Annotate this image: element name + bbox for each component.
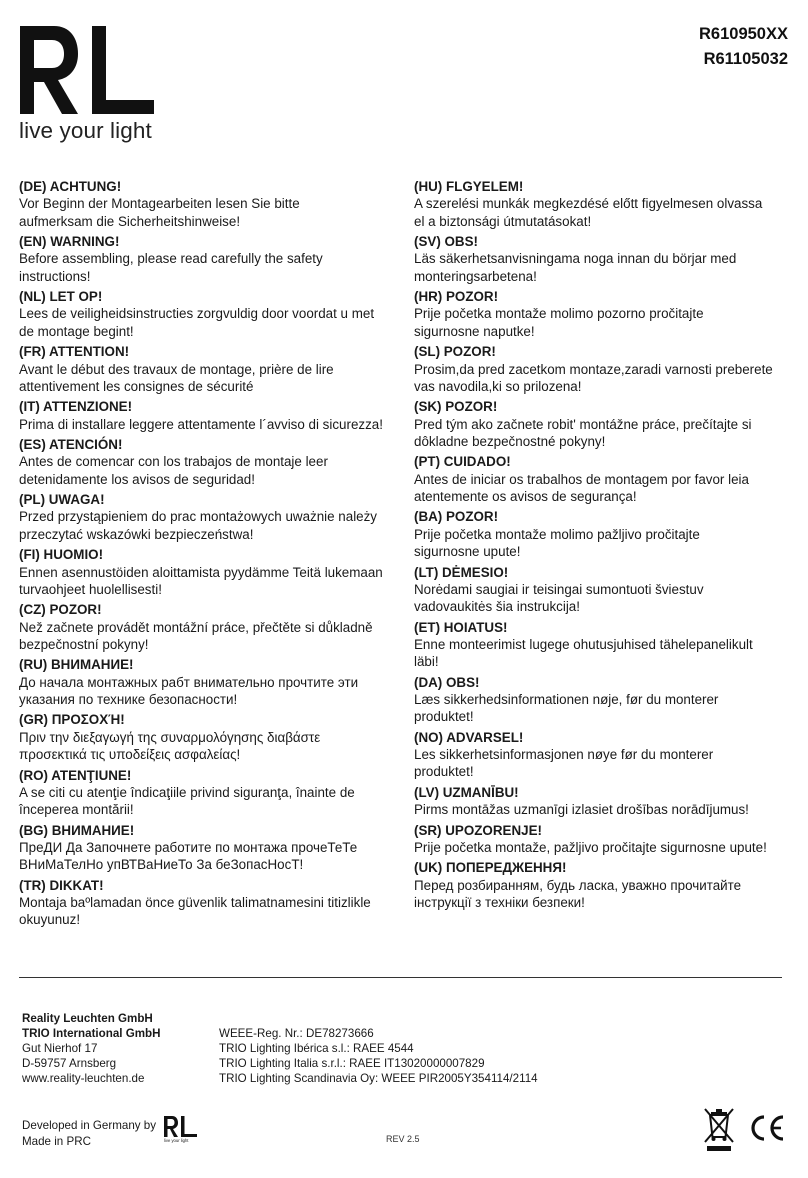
warning-text: Pred tým ako začnete robit' montážne práce, prečítajte si (414, 416, 752, 432)
warning-heading: (IT) ATTENZIONE! (19, 399, 133, 415)
warning-en (19, 233, 397, 285)
warnings-right-column (414, 178, 792, 915)
warning-pl (19, 491, 397, 543)
warning-text: dôkladne bezpečnostné pokyny! (414, 433, 606, 449)
warning-heading: (DE) ACHTUNG! (19, 179, 122, 194)
warning-cz (19, 601, 397, 653)
warning-heading: (HU) FLGYELEM! (414, 179, 524, 194)
warning-no (414, 729, 792, 781)
warning-text: începerea montării! (19, 802, 134, 818)
warning-text: Перед розбиранням, будь ласка, уважно прочитайте (414, 877, 742, 893)
warning-text: detenidamente los avisos de seguridad! (19, 471, 255, 487)
warning-lv (414, 784, 792, 819)
warning-text: Montaja baºlamadan önce güvenlik talimatnamesini titizlikle (19, 895, 371, 911)
warning-text: Prije početka montaže molimo pozorno pročitajte (414, 306, 704, 322)
warning-text: attentivement les consignes de sécurité (19, 378, 254, 394)
warning-text: vas navodila,ki so prilozena! (414, 378, 582, 394)
warning-text: sigurnosne upute! (414, 544, 521, 560)
warning-text: el a biztonsági útmutatásokat! (414, 213, 592, 229)
warning-heading: (FI) HUOMIO! (19, 547, 104, 563)
warning-sv (414, 233, 792, 285)
warning-text: produktet! (414, 709, 474, 725)
warning-sr (414, 822, 792, 857)
warning-text: Antes de comencar con los trabajos de montaje leer (19, 454, 328, 470)
developed-in: Developed in Germany by (22, 1119, 157, 1132)
warning-text: okuyunuz! (19, 912, 81, 928)
warning-text: produktet! (414, 764, 474, 780)
warning-pt (414, 453, 792, 505)
warning-heading: (BA) POZOR! (414, 509, 499, 525)
warning-text: sigurnosne naputke! (414, 323, 535, 339)
warning-heading: (HR) POZOR! (414, 289, 499, 305)
footer-divider (19, 977, 782, 978)
warning-tr (19, 877, 397, 929)
warning-text: Pirms montāžas uzmanīgi izlasiet drošības norādījumus! (414, 802, 749, 818)
warning-text: atentemente os avisos de segurança! (414, 488, 637, 504)
warning-heading: (ET) HOIATUS! (414, 619, 508, 635)
warning-text: A se citi cu atenţie îndicaţiile privind siguranţa, înainte de (19, 784, 355, 800)
warning-text: turvaohjeet huolellisesti! (19, 581, 162, 597)
warning-text: Läs säkerhetsanvisningama noga innan du börjar med (414, 251, 737, 267)
warning-heading: (LV) UZMANĪBU! (414, 784, 519, 800)
svg-text:live your light: live your light (164, 1138, 189, 1143)
warning-text: przeczytać wskazówki bezpieczeństwa! (19, 526, 254, 542)
warning-text: Norėdami saugiai ir teisingai sumontuoti šviestuv (414, 581, 704, 597)
origin-statement (22, 1118, 156, 1150)
warning-heading: (PL) UWAGA! (19, 492, 105, 508)
warnings-left-column (19, 178, 397, 932)
warning-heading: (ES) ATENCIÓN! (19, 437, 123, 453)
warning-text: Przed przystąpieniem do prac montażowych uważnie należy (19, 509, 378, 525)
warning-heading: (SK) POZOR! (414, 399, 498, 415)
rl-logo-mark (18, 24, 158, 116)
warning-heading: (SL) POZOR! (414, 344, 496, 360)
warning-text: bezpečnostní pokyny! (19, 636, 149, 652)
ce-mark-icon (748, 1114, 786, 1142)
warning-gr (19, 711, 397, 763)
registration-numbers (219, 1026, 538, 1086)
warning-text: Les sikkerhetsinformasjonen nøye før du monterer (414, 747, 714, 763)
warning-heading: (SV) OBS! (414, 234, 478, 250)
warning-sk (414, 398, 792, 450)
warning-text: Lees de veiligheidsinstructies zorgvuldig door voordat u met (19, 306, 375, 322)
warning-uk (414, 859, 792, 911)
warning-heading: (GR) ΠΡΟΣΟΧΉ! (19, 712, 125, 728)
warning-text: Prosim,da pred zacetkom montaze,zaradi varnosti preberete (414, 361, 773, 377)
warning-text: інструкції з техніки безпеки! (414, 895, 585, 911)
crossed-bin-icon (701, 1106, 737, 1152)
warning-text: Avant le début des travaux de montage, prière de lire (19, 361, 334, 377)
small-rl-logo-mark (163, 1115, 199, 1143)
warning-text: Læs sikkerhedsinformationen nøje, før du monterer (414, 692, 719, 707)
warning-text: A szerelési munkák megkezdésé előtt figyelmesen olvassa (414, 196, 763, 212)
warning-text: Πριν την διεξαγωγή της συναρμολόγησης διαβάστε (19, 729, 321, 745)
warning-heading: (EN) WARNING! (19, 234, 120, 250)
warning-fi (19, 546, 397, 598)
warning-sl (414, 343, 792, 395)
warning-heading: (NL) LET OP! (19, 289, 103, 305)
warning-hr (414, 288, 792, 340)
warning-text: ВНиМаТелНо упВТВаНиеТо За беЗопасНосТ! (19, 857, 304, 873)
warning-text: Prima di installare leggere attentamente l´avviso di sicurezza! (19, 416, 383, 432)
company-name-2: TRIO International GmbH (22, 1027, 161, 1041)
warning-text: de montage begint! (19, 323, 134, 339)
warning-text: Prije početka montaže, pažljivo pročitajte sigurnosne upute! (414, 839, 767, 855)
registration-line: TRIO Lighting Ibérica s.l.: RAEE 4544 (219, 1042, 414, 1056)
company-address (22, 1011, 161, 1086)
address-city: D-59757 Arnsberg (22, 1057, 117, 1071)
warning-heading: (RO) ATENŢIUNE! (19, 767, 132, 783)
warning-heading: (FR) ATTENTION! (19, 344, 130, 360)
warning-text: instructions! (19, 268, 91, 284)
warning-fr (19, 343, 397, 395)
product-code-2: R61105032 (703, 50, 788, 68)
warning-ba (414, 508, 792, 560)
warning-de (19, 178, 397, 230)
warning-text: Enne monteerimist lugege ohutusjuhised tähelepanelikult (414, 636, 753, 652)
warning-text: monteringsarbetena! (414, 268, 537, 284)
warning-text: Prije početka montaže molimo pažljivo pročitajte (414, 526, 700, 542)
warning-heading: (BG) ВНИМАНИЕ! (19, 822, 135, 838)
warning-heading: (UK) ПОПЕРЕДЖЕННЯ! (414, 860, 567, 876)
warning-heading: (DA) OBS! (414, 674, 480, 690)
warning-text: Before assembling, please read carefully the safety (19, 251, 323, 267)
warning-text: ПреДИ Да Започнете работите по монтажа прочеТеТе (19, 839, 358, 855)
product-code-1: R610950XX (699, 25, 788, 43)
made-in: Made in PRC (22, 1135, 91, 1148)
warning-heading: (NO) ADVARSEL! (414, 729, 524, 745)
brand-tagline: live your light (19, 118, 152, 143)
registration-line: TRIO Lighting Italia s.r.l.: RAEE IT13020000007829 (219, 1057, 485, 1071)
warning-ro (19, 767, 397, 819)
product-codes (699, 22, 788, 72)
warning-bg (19, 822, 397, 874)
warning-heading: (PT) CUIDADO! (414, 454, 511, 470)
warning-text: До начала монтажных рабт внимательно прочтите эти (19, 674, 359, 690)
warning-text: Než začnete provádět montážní práce, přečtěte si důkladně (19, 619, 373, 635)
registration-line: WEEE-Reg. Nr.: DE78273666 (219, 1027, 374, 1040)
warning-da (414, 674, 792, 726)
company-website: www.reality-leuchten.de (22, 1072, 145, 1086)
warning-text: Antes de iniciar os trabalhos de montagem por favor leia (414, 471, 749, 487)
revision-number: REV 2.5 (386, 1134, 420, 1144)
warning-heading: (RU) ВНИМАНИЕ! (19, 657, 134, 673)
warning-heading: (SR) UPOZORENJE! (414, 822, 542, 838)
small-rl-logo (163, 1115, 199, 1143)
warning-text: vadovaukitės šia instrukcija! (414, 599, 580, 615)
warning-text: προσεκτικά τις υποδείξεις ασφαλείας! (19, 747, 241, 763)
warning-text: Ennen asennustöiden aloittamista pyydämme Teitä lukemaan (19, 564, 383, 580)
warning-heading: (LT) DĖMESIO! (414, 564, 509, 580)
warning-et (414, 619, 792, 671)
warning-hu (414, 178, 792, 230)
warning-es (19, 436, 397, 488)
warning-ru (19, 656, 397, 708)
warning-text: Vor Beginn der Montagearbeiten lesen Sie bitte (19, 196, 300, 212)
warning-it (19, 398, 397, 433)
warning-nl (19, 288, 397, 340)
warning-text: указания по технике безопасности! (19, 692, 238, 707)
warning-heading: (TR) DIKKAT! (19, 877, 104, 893)
address-street: Gut Nierhof 17 (22, 1042, 98, 1056)
warning-lt (414, 564, 792, 616)
registration-line: TRIO Lighting Scandinavia Oy: WEEE PIR2005Y354114/2114 (219, 1072, 538, 1086)
company-name-1: Reality Leuchten GmbH (22, 1012, 153, 1025)
warning-text: aufmerksam die Sicherheitshinweise! (19, 213, 241, 229)
warning-text: läbi! (414, 654, 439, 670)
warning-heading: (CZ) POZOR! (19, 602, 102, 618)
